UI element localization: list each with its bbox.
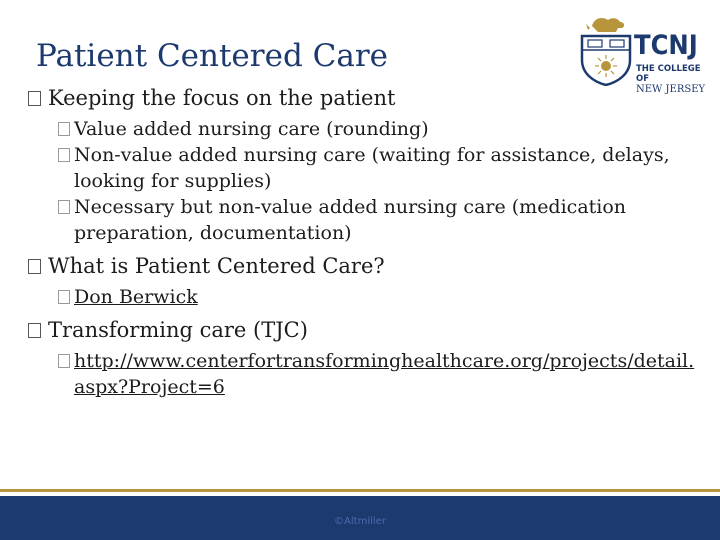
- slide-body: [28, 84, 698, 400]
- bullet-3: Transforming care (TJC): [28, 316, 698, 344]
- sub-bullet-3-1[interactable]: [28, 348, 698, 400]
- bullet-2: What is Patient Centered Care?: [28, 252, 698, 280]
- bullet-box-icon: [58, 148, 70, 162]
- bullet-box-icon: [28, 323, 41, 338]
- footer-copyright: ©Altmiller: [334, 516, 386, 527]
- slide-title: Patient Centered Care: [36, 38, 389, 74]
- bullet-box-icon: [58, 290, 70, 304]
- tcnj-logo: [576, 14, 706, 94]
- bullet-1: Keeping the focus on the patient: [28, 84, 698, 112]
- footer-accent-band: [0, 489, 720, 492]
- logo-college-line: THE COLLEGE OF: [636, 64, 701, 84]
- sub-bullet-1-3: Necessary but non-value added nursing care (medication preparation, documentation): [28, 194, 698, 246]
- sub-bullet-1-1: Value added nursing care (rounding): [28, 116, 698, 142]
- tjc-project-link[interactable]: http://www.centerfortransforminghealthcare.org/projects/detail.aspx?Project=6: [74, 350, 695, 398]
- bullet-box-icon: [28, 259, 41, 274]
- bullet-box-icon: [28, 91, 41, 106]
- bullet-box-icon: [58, 354, 70, 368]
- don-berwick-link[interactable]: Don Berwick: [74, 286, 198, 308]
- sub-bullet-1-2: Non-value added nursing care (waiting for assistance, delays, looking for supplies): [28, 142, 698, 194]
- bullet-box-icon: [58, 200, 70, 214]
- logo-state-line: NEW JERSEY: [636, 84, 706, 95]
- logo-wordmark: TCNJ: [634, 30, 698, 61]
- sub-bullet-2-1[interactable]: [28, 284, 698, 310]
- bullet-box-icon: [58, 122, 70, 136]
- tcnj-crest-icon: [578, 14, 636, 86]
